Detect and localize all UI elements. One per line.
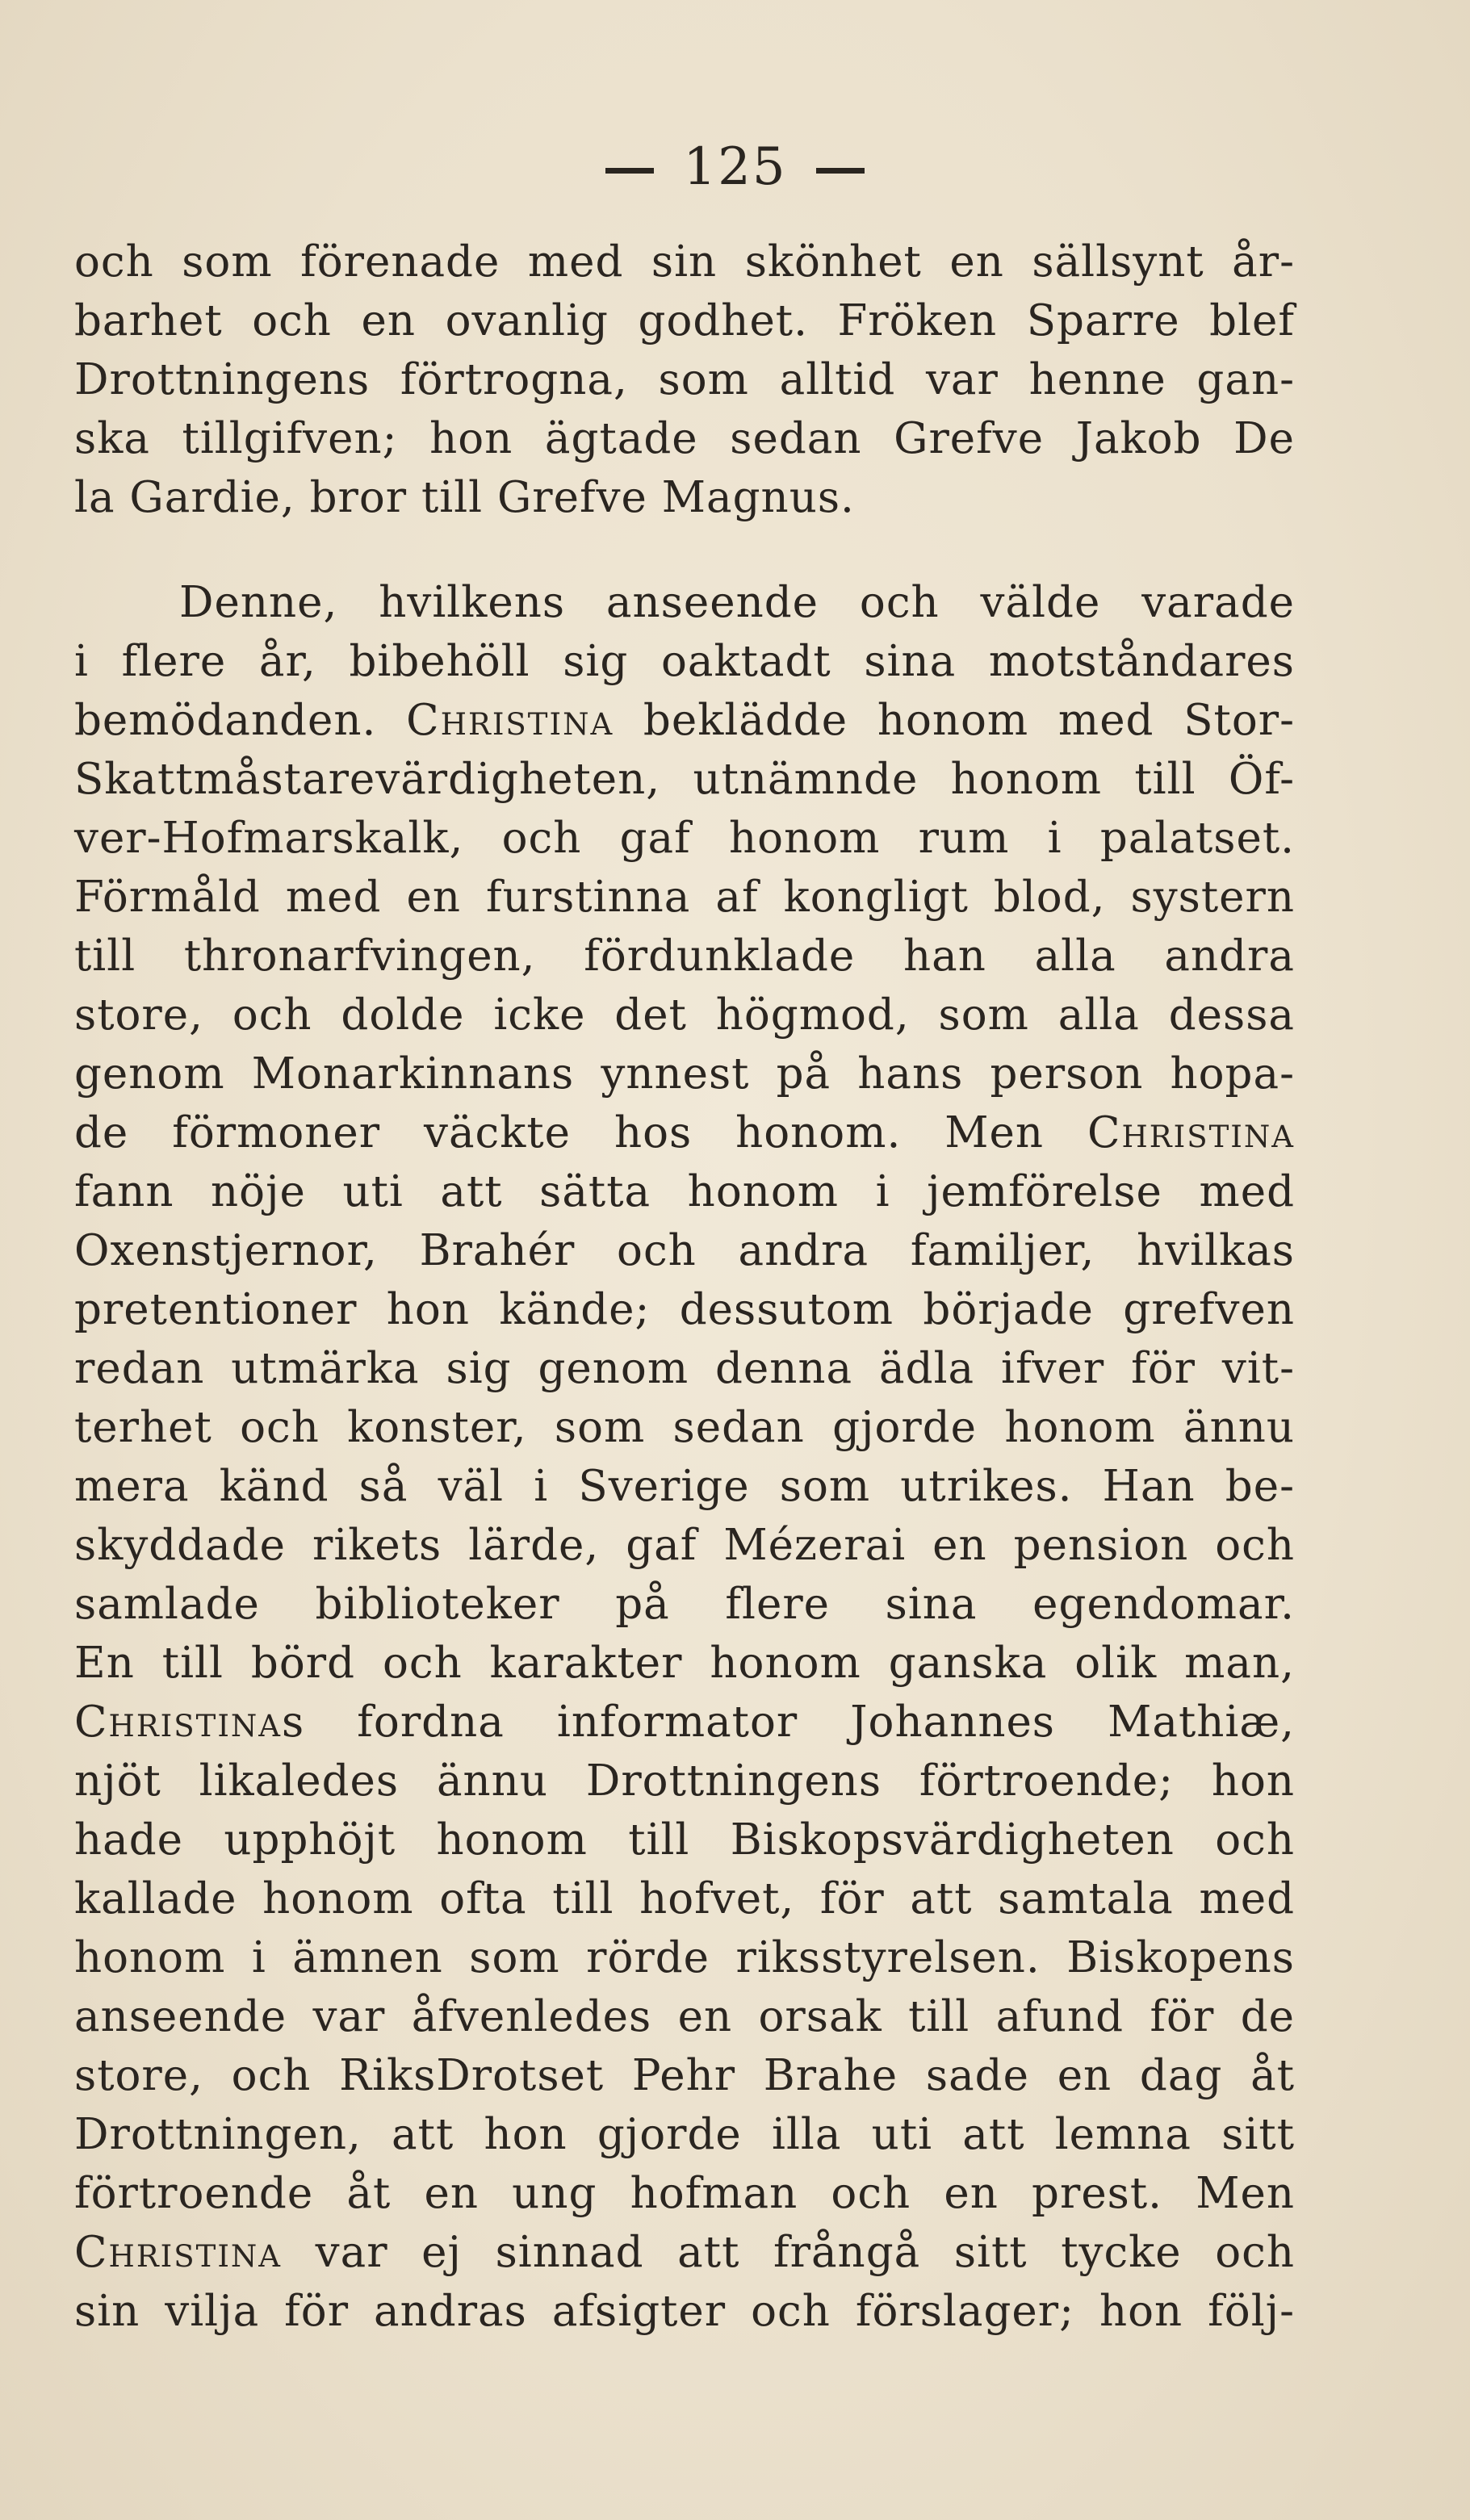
text-line: sin vilja för andras afsigter och förslager; hon följ- [74,2287,1295,2336]
name-small-caps: Christina [74,2228,283,2277]
name-small-caps: Christina [74,1697,283,1747]
text-line: fann nöje uti att sätta honom i jemförelse med [74,1167,1295,1216]
text-line: till thronarfvingen, fördunklade han alla andra [74,931,1295,981]
text-line: la Gardie, bror till Grefve Magnus. [74,473,855,522]
text-line: Oxenstjernor, Brahér och andra familjer, hvilkas [74,1226,1295,1275]
text-line: En till börd och karakter honom ganska olik man, [74,1639,1295,1688]
text-line: hade upphöjt honom till Biskopsvärdigheten och [74,1815,1295,1865]
text-line: Christina var ej sinnad att frångå sitt tycke och [74,2228,1295,2277]
text-line: bemödanden. Christina beklädde honom med Stor- [74,696,1295,745]
text-line: Skattmåstarevärdigheten, utnämnde honom till Öf- [74,755,1295,804]
text-line: mera känd så väl i Sverige som utrikes. Han be- [74,1462,1295,1511]
text-line: Drottningens förtrogna, som alltid var henne gan- [74,355,1295,404]
text-line: i flere år, bibehöll sig oaktadt sina motståndares [74,637,1295,686]
text-line: Drottningen, att hon gjorde illa uti att lemna sitt [74,2110,1295,2159]
name-small-caps: Christina [406,696,614,745]
page-number: 125 [683,137,787,197]
text-line: store, och RiksDrotset Pehr Brahe sade en dag åt [74,2051,1295,2100]
name-small-caps: Christina [1087,1108,1295,1157]
text-line: store, och dolde icke det högmod, som alla dessa [74,990,1295,1040]
text-line: terhet och konster, som sedan gjorde honom ännu [74,1403,1295,1452]
text-line: de förmoner väckte hos honom. Men Christina [74,1108,1295,1157]
page-header [0,137,1470,197]
text-line: förtroende åt en ung hofman och en prest. Men [74,2169,1295,2218]
text-line: njöt likaledes ännu Drottningens förtroende; hon [74,1756,1295,1806]
text-line: ska tillgifven; hon ägtade sedan Grefve Jakob De [74,414,1295,463]
header-dash-left [605,168,654,174]
header-dash-right [816,168,865,174]
text-line: genom Monarkinnans ynnest på hans person hopa- [74,1049,1295,1099]
text-line: pretentioner hon kände; dessutom började grefven [74,1285,1295,1334]
text-line: skyddade rikets lärde, gaf Mézerai en pension och [74,1521,1295,1570]
text-line: anseende var åfvenledes en orsak till afund för de [74,1992,1295,2041]
text-line: ver-Hofmarskalk, och gaf honom rum i palatset. [74,814,1295,863]
text-line: kallade honom ofta till hofvet, för att samtala med [74,1874,1295,1923]
paragraph-1 [74,232,1295,527]
text-line: redan utmärka sig genom denna ädla ifver för vit- [74,1344,1295,1393]
text-line: och som förenade med sin skönhet en sällsynt år- [74,237,1295,287]
text-line: Förmåld med en furstinna af kongligt blod, systern [74,873,1295,922]
text-line: Christinas fordna informator Johannes Mathiæ, [74,1697,1295,1747]
paragraph-2 [74,573,1295,2341]
text-line: Denne, hvilkens anseende och välde varade [179,578,1295,627]
text-line: honom i ämnen som rörde riksstyrelsen. Biskopens [74,1933,1295,1982]
text-line: samlade biblioteker på flere sina egendomar. [74,1580,1295,1629]
text-line: barhet och en ovanlig godhet. Fröken Sparre blef [74,296,1295,345]
